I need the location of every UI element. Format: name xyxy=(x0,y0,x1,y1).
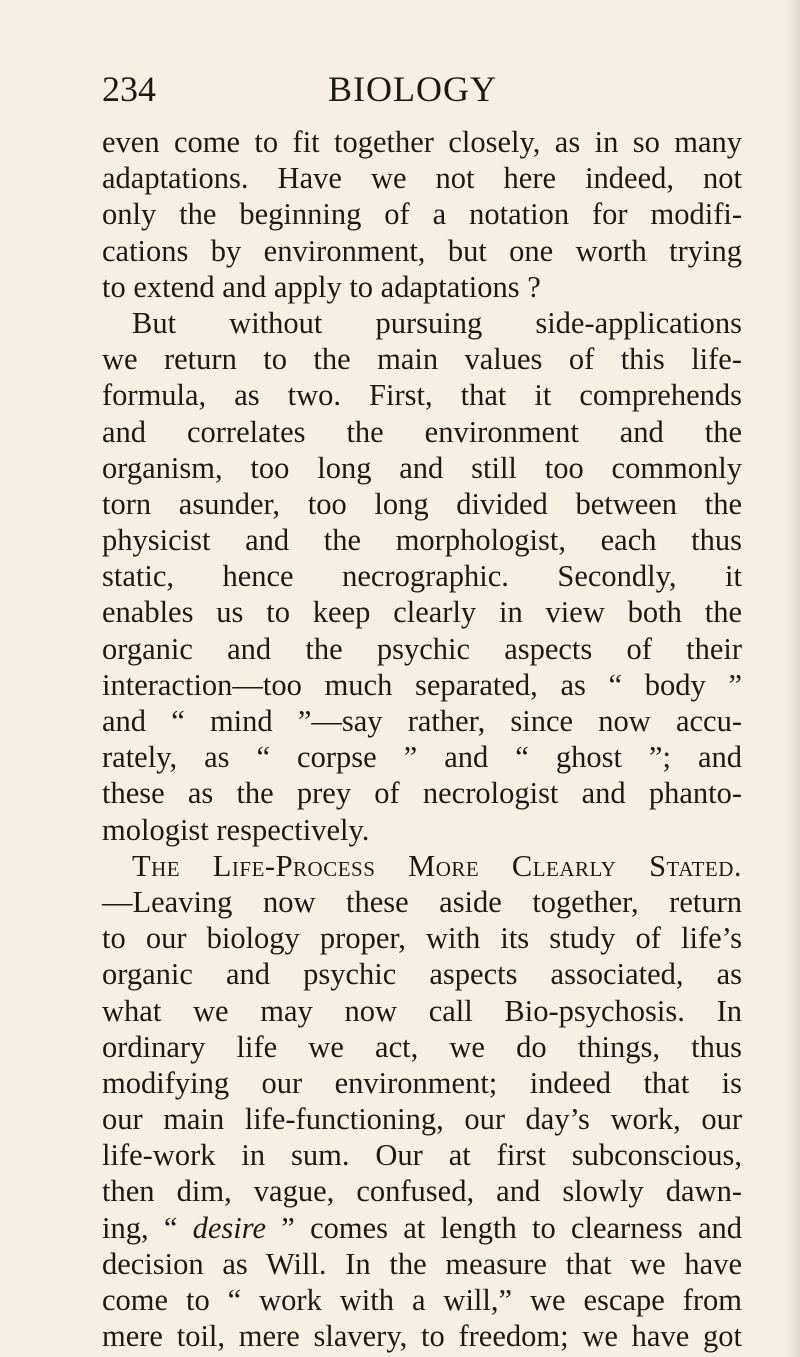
text-line: modifying our environment; indeed that is xyxy=(102,1065,742,1100)
text-line: life-work in sum. Our at first subconscious, xyxy=(102,1138,742,1173)
text-line: mere toil, mere slavery, to freedom; we have got xyxy=(102,1319,742,1354)
text-segment: ing, “ xyxy=(102,1210,178,1245)
page-header xyxy=(102,64,742,114)
text-line: and correlates the environment and the xyxy=(102,414,742,449)
body-text xyxy=(102,124,742,1354)
text-line: ordinary life we act, we do things, thus xyxy=(102,1029,742,1064)
text-line: organism, too long and still too commonly xyxy=(102,450,742,485)
text-line: decision as Will. In the measure that we have xyxy=(102,1246,742,1281)
text-line: what we may now call Bio-psychosis. In xyxy=(102,993,742,1028)
page-number: 234 xyxy=(102,69,156,109)
text-line: organic and psychic aspects associated, as xyxy=(102,957,742,992)
text-line: and “ mind ”—say rather, since now accu- xyxy=(102,704,742,738)
running-title: BIOLOGY xyxy=(328,69,497,109)
text-line: formula, as two. First, that it comprehends xyxy=(102,378,742,413)
text-line: these as the prey of necrologist and phanto- xyxy=(102,776,742,811)
text-line: physicist and the morphologist, each thus xyxy=(102,523,742,558)
text-line: interaction—too much separated, as “ body ” xyxy=(102,667,742,702)
text-line: our main life-functioning, our day’s work, our xyxy=(102,1102,742,1137)
text-line: to our biology proper, with its study of life’s xyxy=(102,921,742,956)
text-line: even come to fit together closely, as in so many xyxy=(102,125,742,159)
text-line: to extend and apply to adaptations ? xyxy=(102,269,541,304)
section-heading: The Life-Process More Clearly Stated. xyxy=(132,848,742,883)
page-edge-shadow xyxy=(786,0,800,1357)
text-line-with-emphasis xyxy=(102,1210,742,1246)
emphasized-word: desire xyxy=(192,1210,267,1245)
text-line: static, hence necrographic. Secondly, it xyxy=(102,559,742,594)
text-line: adaptations. Have we not here indeed, not xyxy=(102,161,742,196)
text-line: enables us to keep clearly in view both the xyxy=(102,595,742,630)
text-line: then dim, vague, confused, and slowly dawn- xyxy=(102,1174,742,1209)
text-line: But without pursuing side-applications xyxy=(132,305,742,340)
text-line: only the beginning of a notation for modifi- xyxy=(102,197,742,232)
text-line: cations by environment, but one worth trying xyxy=(102,233,742,268)
text-line: we return to the main values of this life- xyxy=(102,342,742,377)
text-segment: ” comes at length to clearness and xyxy=(281,1210,743,1245)
text-line: mologist respectively. xyxy=(102,812,370,847)
text-line: —Leaving now these aside together, return xyxy=(102,884,742,919)
text-line: organic and the psychic aspects of their xyxy=(102,631,742,666)
text-line: come to “ work with a will,” we escape from xyxy=(102,1283,742,1317)
text-line: torn asunder, too long divided between the xyxy=(102,486,742,521)
text-line: rately, as “ corpse ” and “ ghost ”; and xyxy=(102,740,742,775)
